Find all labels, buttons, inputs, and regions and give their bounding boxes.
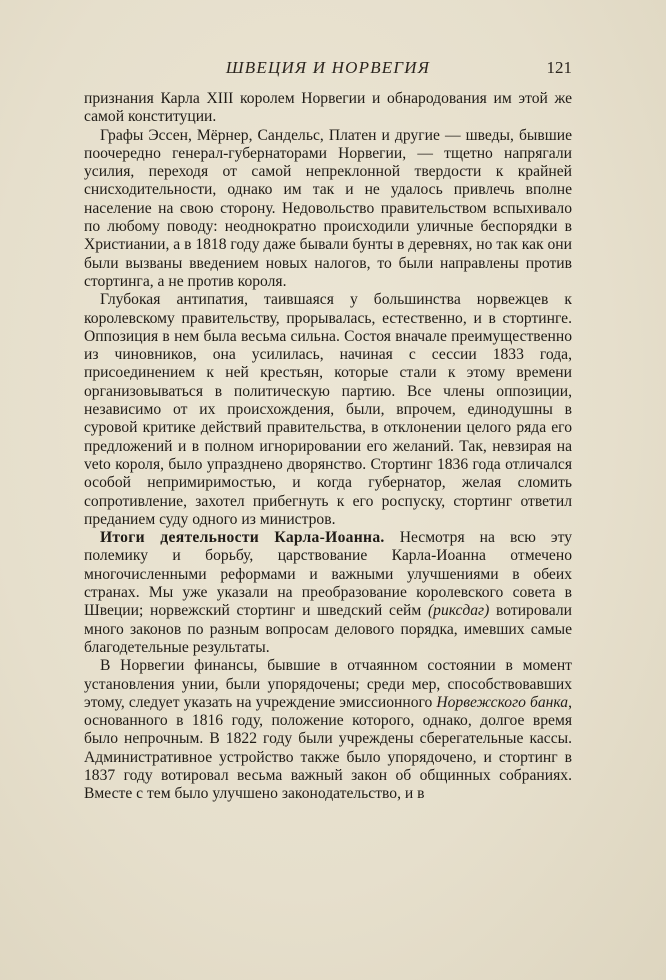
paragraph-3 xyxy=(84,291,572,529)
paragraph-4 xyxy=(84,529,572,657)
running-title: ШВЕЦИЯ И НОРВЕГИЯ xyxy=(225,58,431,77)
paragraph-4-text-a: Несмотря на всю эту полемику и борьбу, царствование Карла-Иоанна отмечено многочисленными реформами и важными улучшениями в обеих странах. Мы уже указали на преобразование королевского совета в Швеции; норвежский стортинг и шведский сейм xyxy=(84,529,572,620)
body-text xyxy=(84,90,572,804)
running-head xyxy=(84,58,572,82)
paragraph-1 xyxy=(84,90,572,127)
riksdag-term: (риксдаг) xyxy=(427,602,490,620)
paragraph-2 xyxy=(84,127,572,292)
paragraph-2-text: Графы Эссен, Мёрнер, Сандельс, Платен и другие — шведы, бывшие поочередно генерал-губернаторами Норвегии, — тщетно напрягали усилия, переходя от самой непреклонной твердости к крайней снисходительности, однако им так и не удалось привлечь вполне население на свою сторону. Недовольство правительством вспыхивало по любому поводу: неоднократно происходили уличные беспорядки в Христиании, а в 1818 году даже бывали бунты в деревнях, но так как они были вызваны введением новых налогов, то были направлены против стортинга, а не против короля. xyxy=(84,126,572,290)
paragraph-5-text-b: , основанного в 1816 году, положение которого, однако, долгое время было непрочным. В 1822 году были учреждены сберегательные кассы. Административное устройство также было упорядочено, и стортинг в 1837 году вотировал весьма важный закон об общинных собраниях. Вместе с тем было улучшено законодательство, и в xyxy=(84,693,572,803)
paragraph-1-text: признания Карла XIII королем Норвегии и обнародования им этой же самой конституции. xyxy=(84,90,572,126)
paragraph-4-text-b: вотировали много законов по разным вопросам делового порядка, имевших самые благодетельные результаты. xyxy=(84,602,572,656)
page-number: 121 xyxy=(546,58,572,77)
paragraph-5 xyxy=(84,657,572,803)
paragraph-5-text-a: В Норвегии финансы, бывшие в отчаянном состоянии в момент установления унии, были упорядочены; среди мер, способствовавших этому, следует указать на учреждение эмиссионного xyxy=(84,657,572,711)
bank-name: Норвежского банка xyxy=(436,693,569,711)
section-heading: Итоги деятельности Карла-Иоанна. xyxy=(100,529,385,547)
paragraph-3-text: Глубокая антипатия, таившаяся у большинства норвежцев к королевскому правительству, прорывалась, естественно, и в стортинге. Оппозиция в нем была весьма сильна. Состоя вначале преимущественно из чиновников, она усилилась, начиная с сессии 1833 года, присоединением к ней крестьян, которые стали к этому времени организовываться в политическую партию. Все члены оппозиции, независимо от их происхождения, были, впрочем, единодушны в суровой критике действий правительства, в отклонении целого ряда его предложений и в полном игнорировании его желаний. Так, невзирая на veto короля, было упразднено дворянство. Стортинг 1836 года отличался особой непримиримостью, и когда губернатор, желая сломить сопротивление, захотел прибегнуть к его роспуску, стортинг ответил преданием суду одного из министров. xyxy=(84,291,572,528)
